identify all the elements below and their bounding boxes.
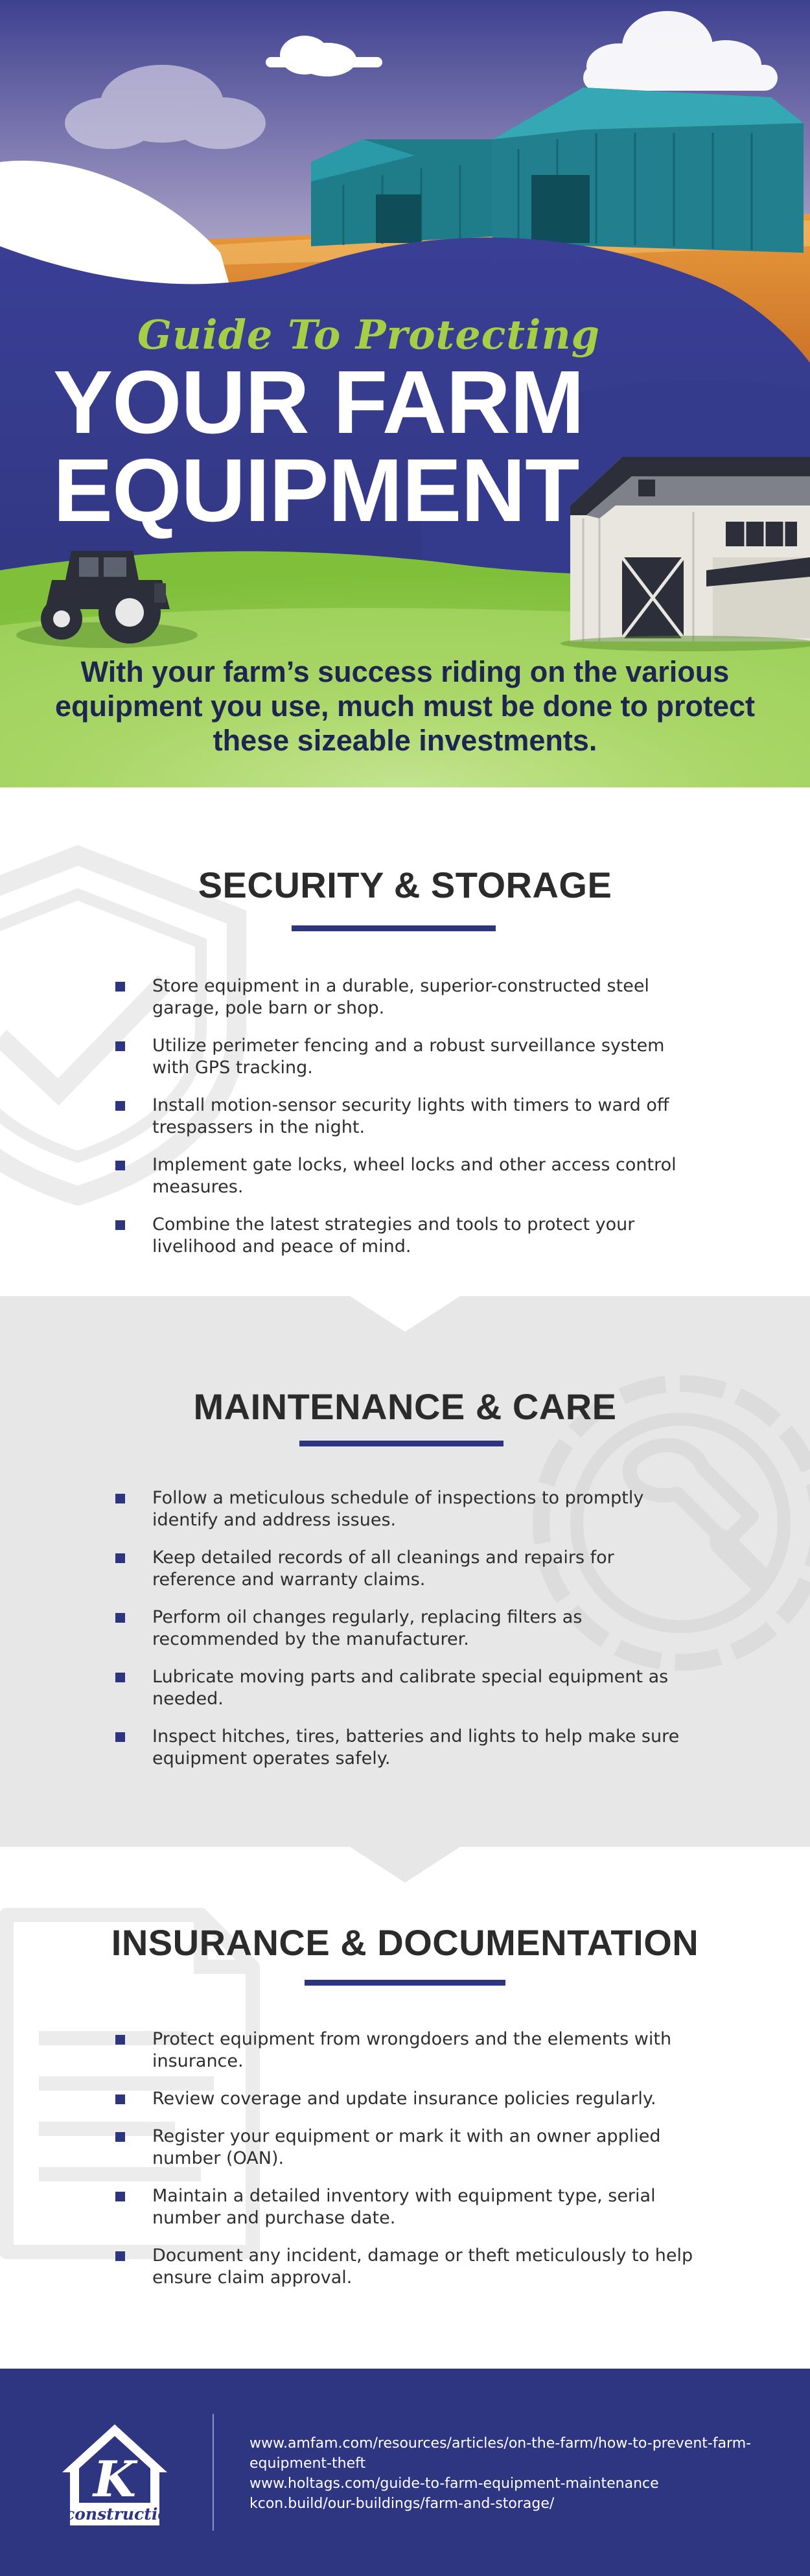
bullet-square-icon [115, 1673, 125, 1682]
list-item: Lubricate moving parts and calibrate special equipment as needed. [113, 1666, 697, 1710]
list-item: Store equipment in a durable, superior-constructed steel garage, pole barn or shop. [113, 975, 697, 1019]
hero-subtitle: With your farm’s success riding on the various equipment you use, much must be done to protect these sizeable investments. [54, 655, 756, 757]
list-item: Follow a meticulous schedule of inspections to promptly identify and address issues. [113, 1487, 697, 1531]
hero-title-line2: EQUIPMENT [53, 441, 579, 540]
bullet-square-icon [115, 982, 125, 992]
insurance-list [113, 2028, 697, 2304]
bullet-square-icon [115, 1613, 125, 1623]
security-list [113, 975, 697, 1273]
source-link[interactable]: www.amfam.com/resources/articles/on-the-farm/how-to-prevent-farm-equipment-theft [249, 2435, 752, 2472]
bullet-square-icon [115, 2035, 125, 2045]
list-item: Install motion-sensor security lights with timers to ward off trespassers in the night. [113, 1095, 697, 1139]
logo-letter: K [93, 2450, 137, 2508]
bullet-square-icon [115, 2192, 125, 2201]
list-item: Maintain a detailed inventory with equipment type, serial number and purchase date. [113, 2185, 697, 2229]
bullet-square-icon [115, 2094, 125, 2104]
section-notch [350, 1847, 460, 1883]
list-item: Register your equipment or mark it with an owner applied number (OAN). [113, 2126, 697, 2170]
bullet-square-icon [115, 1732, 125, 1742]
list-item: Implement gate locks, wheel locks and other access control measures. [113, 1154, 697, 1198]
bullet-square-icon [115, 1220, 125, 1230]
section-notch [350, 1296, 460, 1332]
section-rule [292, 925, 496, 931]
hero-title-line1: YOUR FARM [53, 353, 584, 452]
hero-banner [0, 0, 810, 787]
bullet-square-icon [115, 1494, 125, 1503]
list-item: Review coverage and update insurance policies regularly. [113, 2088, 697, 2110]
list-item: Combine the latest strategies and tools to protect your livelihood and peace of mind. [113, 1214, 697, 1258]
bullet-square-icon [115, 2132, 125, 2142]
footer-sources [249, 2433, 781, 2514]
list-item: Inspect hitches, tires, batteries and lights to help make sure equipment operates safely. [113, 1726, 697, 1770]
footer [0, 2369, 810, 2576]
list-item: Document any incident, damage or theft meticulously to help ensure claim approval. [113, 2245, 697, 2289]
section-insurance-documentation [0, 1847, 810, 2369]
list-item: Perform oil changes regularly, replacing filters as recommended by the manufacturer. [113, 1607, 697, 1651]
logo-wordmark: construction [65, 2505, 181, 2524]
section-maintenance-care [0, 1296, 810, 1847]
list-item: Utilize perimeter fencing and a robust surveillance system with GPS tracking. [113, 1035, 697, 1079]
section-title-security: SECURITY & STORAGE [198, 864, 612, 905]
source-link[interactable]: www.holtags.com/guide-to-farm-equipment-maintenance [249, 2476, 659, 2492]
bullet-square-icon [115, 2251, 125, 2261]
maintenance-list [113, 1487, 697, 1785]
bullet-square-icon [115, 1161, 125, 1170]
section-rule [299, 1441, 503, 1446]
section-title-insurance: INSURANCE & DOCUMENTATION [111, 1922, 699, 1963]
bullet-square-icon [115, 1041, 125, 1051]
hero-script-title: Guide To Protecting [137, 311, 601, 358]
section-rule [305, 1980, 505, 1986]
list-item: Protect equipment from wrongdoers and the elements with insurance. [113, 2028, 697, 2072]
bullet-square-icon [115, 1101, 125, 1111]
bullet-square-icon [115, 1553, 125, 1563]
footer-divider [213, 2414, 214, 2531]
source-link[interactable]: kcon.build/our-buildings/farm-and-storage/ [249, 2496, 555, 2512]
section-security-storage [0, 787, 810, 1296]
section-title-maintenance: MAINTENANCE & CARE [193, 1386, 617, 1427]
list-item: Keep detailed records of all cleanings and repairs for reference and warranty claims. [113, 1547, 697, 1591]
